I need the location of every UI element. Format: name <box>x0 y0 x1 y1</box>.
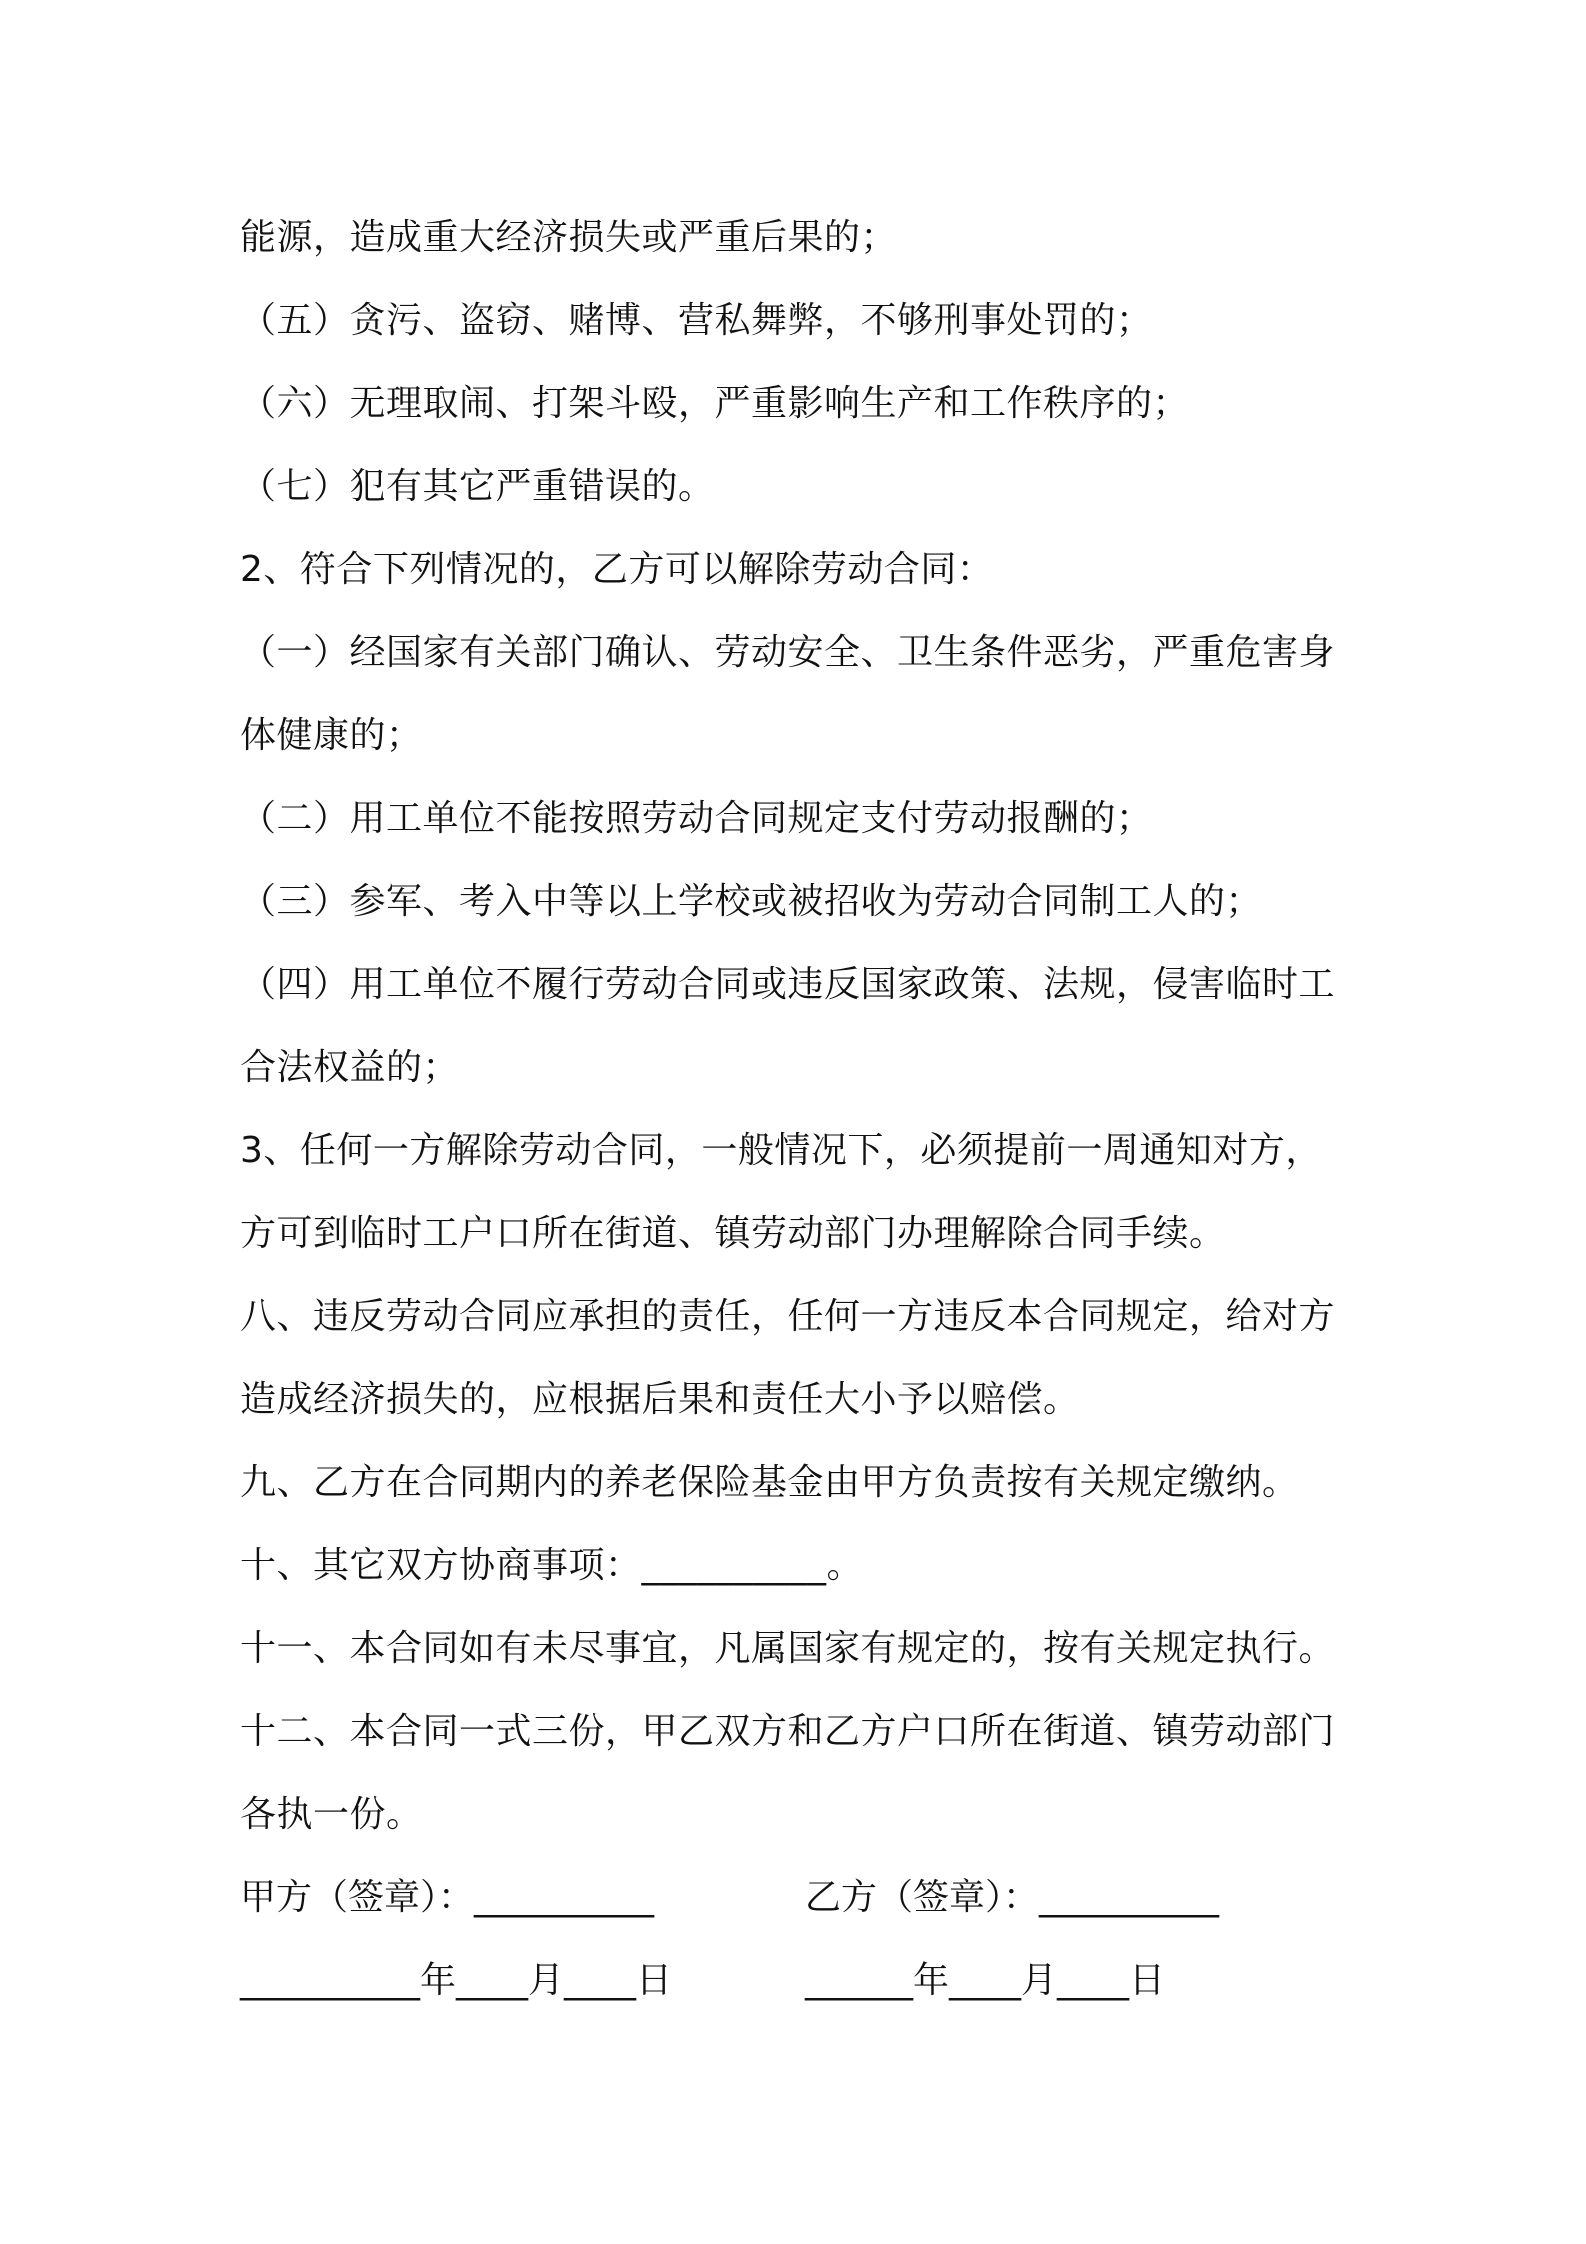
clause-line: 体健康的； <box>240 715 423 756</box>
clause-line: 合法权益的； <box>240 1047 460 1088</box>
date-row <box>240 1939 1360 2022</box>
clause-line: 3、任何一方解除劳动合同，一般情况下，必须提前一周通知对方， <box>240 1130 1322 1171</box>
clause-line: 八、违反劳动合同应承担的责任，任何一方违反本合同规定，给对方 <box>240 1296 1336 1337</box>
clause-line: （七）犯有其它严重错误的。 <box>240 466 715 507</box>
clause-line: （六）无理取闹、打架斗殴，严重影响生产和工作秩序的； <box>240 383 1190 424</box>
document-body <box>240 196 1360 2022</box>
clause-line: （一）经国家有关部门确认、劳动安全、卫生条件恶劣，严重危害身 <box>240 632 1336 673</box>
clause-line: 十一、本合同如有未尽事宜，凡属国家有规定的，按有关规定执行。 <box>240 1628 1336 1669</box>
signature-row <box>240 1856 1360 1939</box>
clause-line: （二）用工单位不能按照劳动合同规定支付劳动报酬的； <box>240 798 1153 839</box>
clause-line: 能源，造成重大经济损失或严重后果的； <box>240 217 898 258</box>
clause-line: （五）贪污、盗窃、赌博、营私舞弊，不够刑事处罚的； <box>240 300 1153 341</box>
clause-line: 十、其它双方协商事项：__________。 <box>240 1545 864 1586</box>
clause-line: （四）用工单位不履行劳动合同或违反国家政策、法规，侵害临时工 <box>240 964 1336 1005</box>
clause-line: 九、乙方在合同期内的养老保险基金由甲方负责按有关规定缴纳。 <box>240 1462 1299 1503</box>
party-a-signature: 甲方（签章）：__________ <box>240 1877 655 1918</box>
clause-line: 十二、本合同一式三份，甲乙双方和乙方户口所在街道、镇劳动部门 <box>240 1711 1336 1752</box>
clause-line: 2、符合下列情况的，乙方可以解除劳动合同： <box>240 549 994 590</box>
party-a-date: __________年____月____日 <box>240 1960 672 2001</box>
clause-line: （三）参军、考入中等以上学校或被招收为劳动合同制工人的； <box>240 881 1263 922</box>
party-b-date: ______年____月____日 <box>805 1960 1165 2001</box>
clause-line: 各执一份。 <box>240 1794 423 1835</box>
party-b-signature: 乙方（签章）：__________ <box>805 1877 1220 1918</box>
clause-line: 方可到临时工户口所在街道、镇劳动部门办理解除合同手续。 <box>240 1213 1226 1254</box>
clause-line: 造成经济损失的，应根据后果和责任大小予以赔偿。 <box>240 1379 1080 1420</box>
